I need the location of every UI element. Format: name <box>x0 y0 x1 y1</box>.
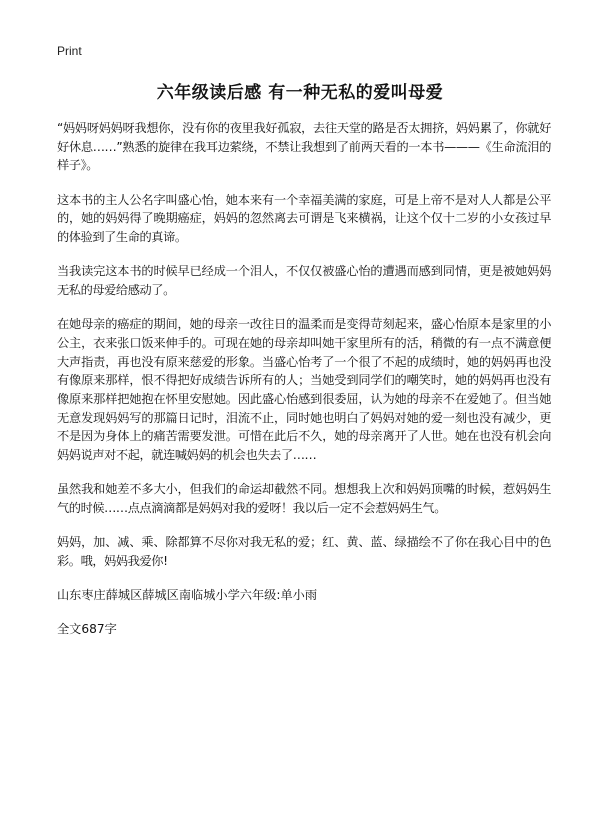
article-paragraph: 当我读完这本书的时候早已经成一个泪人，不仅仅被盛心怡的遭遇而感到同情，更是被她妈妈无私的母爱给感动了。 <box>57 264 551 297</box>
article-paragraph: “妈妈呀妈妈呀我想你，没有你的夜里我好孤寂，去往天堂的路是否太拥挤，妈妈累了，你就好好休息……”熟悉的旋律在我耳边萦绕，不禁让我想到了前两天看的一本书———《生命流泪的样子》。 <box>57 121 551 173</box>
article-paragraph: 虽然我和她差不多大小，但我们的命运却截然不同。想想我上次和妈妈顶嘴的时候，惹妈妈生气的时候……点点滴滴都是妈妈对我的爱呀！我以后一定不会惹妈妈生气。 <box>57 482 551 515</box>
article-paragraph: 这本书的主人公名字叫盛心怡，她本来有一个幸福美满的家庭，可是上帝不是对人人都是公平的，她的妈妈得了晚期癌症，妈妈的忽然离去可谓是飞来横祸，让这个仅十二岁的小女孩过早的体验到了生命的真谛。 <box>57 192 551 245</box>
article-paragraph: 在她母亲的癌症的期间，她的母亲一改往日的温柔而是变得苛刻起来，盛心怡原本是家里的小公主，衣来张口饭来伸手的。可现在她的母亲却叫她干家里所有的活，稍微的有一点不满意便大声指责，再也没有原来慈爱的形象。当盛心怡考了一个很了不起的成绩时，她的妈妈再也没有像原来那样，恨不得把好成绩告诉所有的人；当她受到同学们的嘲笑时，她的妈妈再也没有像原来那样把她抱在怀里安慰她。因此盛心怡感到很委屈，认为她的母亲不在爱她了。但当她无意发现妈妈写的那篇日记时，泪流不止，同时她也明白了妈妈对她的爱一刻也没有减少，更不是因为身体上的痛苦需要发泄。可惜在此后不久，她的母亲离开了人世。她在也没有机会向妈妈说声对不起，就连喊妈妈的机会也失去了…… <box>57 317 551 463</box>
article-title: 六年级读后感 有一种无私的爱叫母爱 <box>156 83 444 103</box>
article-body <box>57 119 551 654</box>
article-paragraph: 妈妈，加、减、乘、除都算不尽你对我无私的爱；红、黄、蓝、绿描绘不了你在我心目中的色彩。哦，妈妈我爱你! <box>57 535 551 568</box>
author-line: 山东枣庄薛城区薛城区南临城小学六年级:单小雨 <box>57 588 318 603</box>
word-count: 全文687字 <box>57 622 117 637</box>
print-link[interactable]: Print <box>57 44 82 58</box>
